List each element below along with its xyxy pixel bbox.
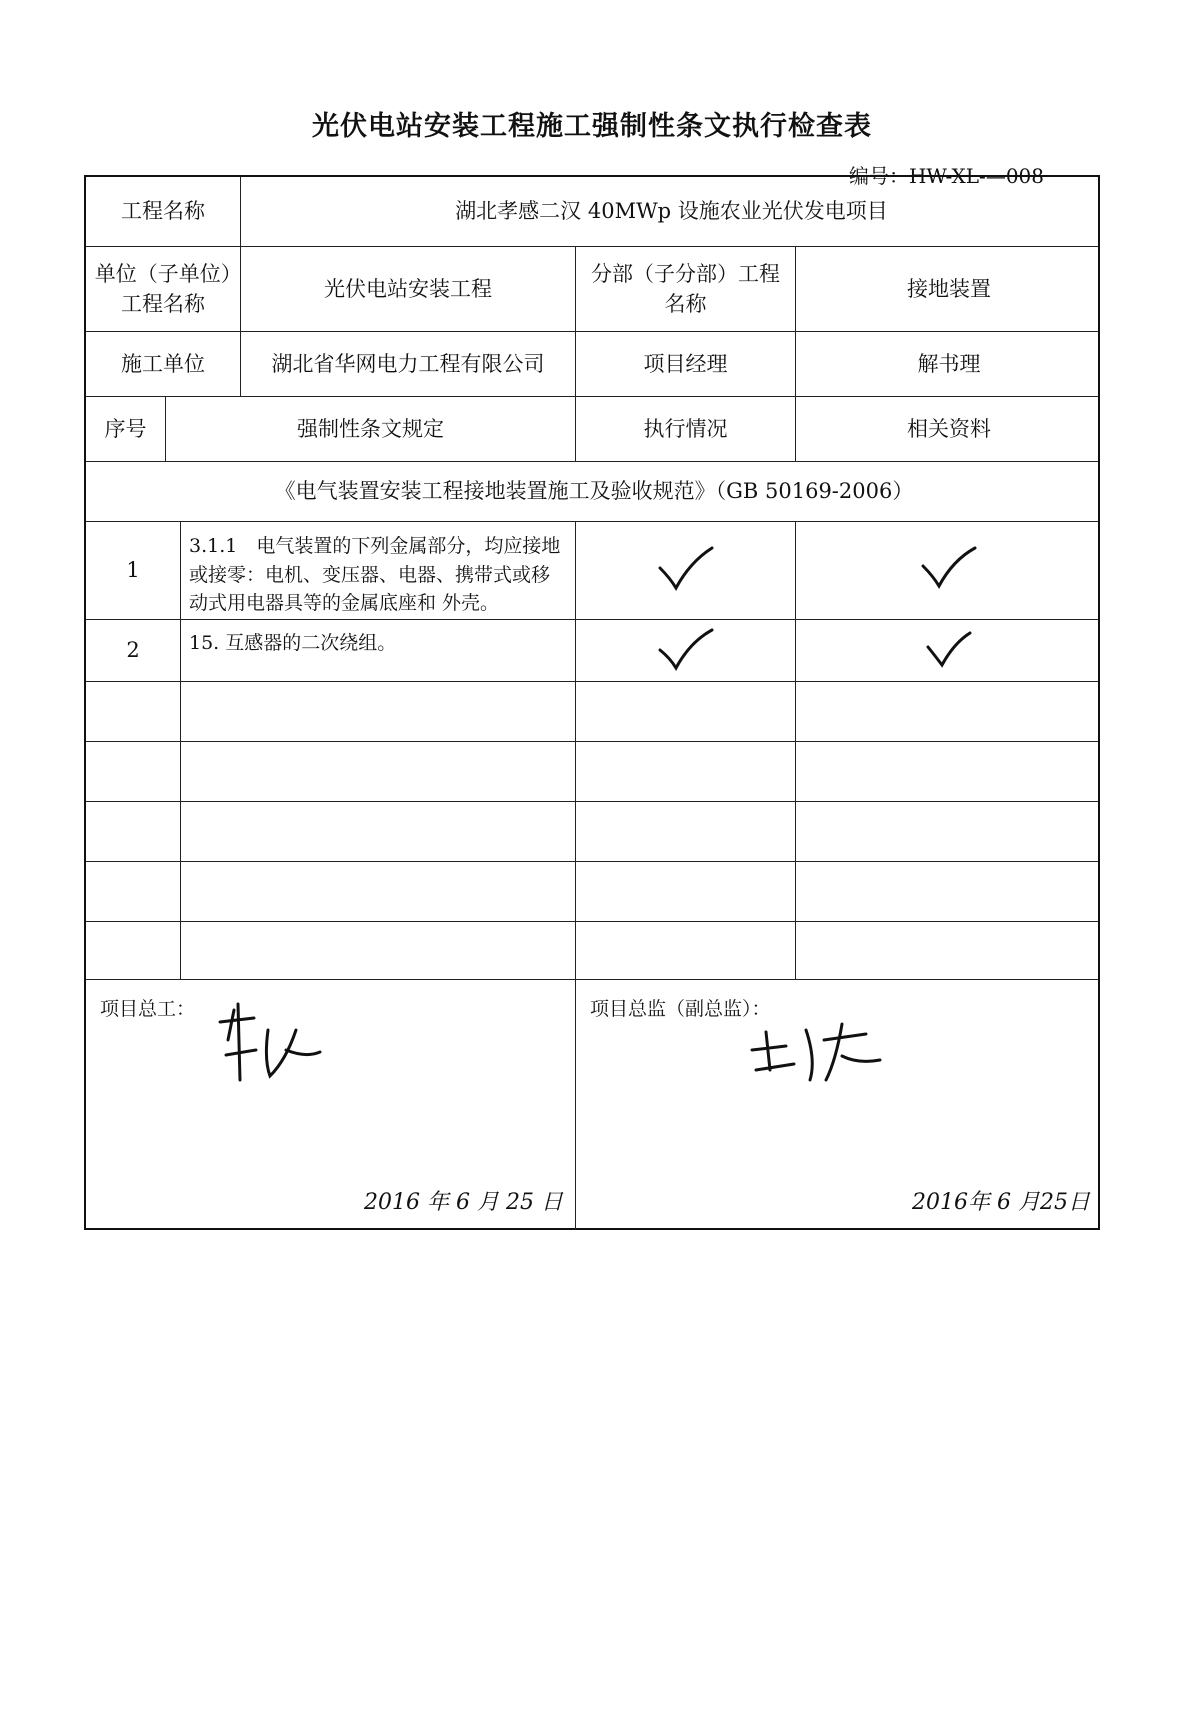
chief-supervisor-label: 项目总监（副总监）：	[590, 998, 771, 1020]
col-status-header: 执行情况	[576, 397, 796, 461]
handwritten-signature-icon	[216, 1000, 326, 1090]
signature-right	[576, 980, 1102, 1230]
table-row	[86, 620, 1098, 682]
row-standard	[86, 462, 1098, 522]
standard-title: 《电气装置安装工程接地装置施工及验收规范》（GB 50169-2006）	[274, 479, 914, 504]
item-docs	[796, 620, 1102, 681]
item-status	[576, 620, 796, 681]
document-code: 编号：HW-XL-—008	[848, 164, 1044, 188]
manager-label: 项目经理	[576, 332, 796, 396]
col-rule-header: 强制性条文规定	[166, 397, 576, 461]
empty-row	[86, 682, 1098, 742]
handwritten-signature-icon	[746, 1020, 886, 1090]
construction-label: 施工单位	[86, 332, 241, 396]
document-title: 光伏电站安装工程施工强制性条文执行检查表	[312, 111, 872, 142]
inspection-table	[84, 175, 1100, 1230]
item-text: 15. 互感器的二次绕组。	[181, 620, 576, 681]
check-mark-icon	[919, 546, 979, 596]
table-row	[86, 522, 1098, 620]
sub-value: 接地装置	[907, 276, 991, 301]
item-docs	[796, 522, 1102, 619]
item-seq: 2	[86, 620, 181, 681]
project-name-value: 湖北孝感二汉 40MWp 设施农业光伏发电项目	[455, 199, 888, 224]
unit-label: 单位（子单位）工程名称	[86, 247, 241, 331]
left-date: 2016 年 6 月 25 日	[364, 1190, 563, 1215]
col-seq-header: 序号	[86, 397, 166, 461]
signature-left	[86, 980, 576, 1230]
check-mark-icon	[924, 631, 974, 671]
sub-label: 分部（子分部）工程名称	[576, 247, 796, 331]
item-text: 3.1.1 电气装置的下列金属部分，均应接地或接零：电机、变压器、电器、携带式或移动式用电器具等的金属底座和 外壳。	[181, 522, 576, 619]
item-status	[576, 522, 796, 619]
row-unit	[86, 247, 1098, 332]
manager-value: 解书理	[917, 351, 981, 376]
col-docs-header: 相关资料	[907, 416, 991, 441]
construction-value: 湖北省华网电力工程有限公司	[241, 332, 576, 396]
check-mark-icon	[656, 628, 716, 674]
check-mark-icon	[656, 546, 716, 596]
empty-row	[86, 802, 1098, 862]
project-name-label: 工程名称	[86, 177, 241, 246]
row-column-headers	[86, 397, 1098, 462]
row-project-name	[86, 177, 1098, 247]
empty-row	[86, 862, 1098, 922]
chief-engineer-label: 项目总工：	[100, 998, 196, 1020]
empty-row	[86, 922, 1098, 980]
empty-row	[86, 742, 1098, 802]
row-construction	[86, 332, 1098, 397]
item-seq: 1	[86, 522, 181, 619]
unit-value: 光伏电站安装工程	[241, 247, 576, 331]
right-date: 2016年 6 月25日	[912, 1190, 1090, 1215]
